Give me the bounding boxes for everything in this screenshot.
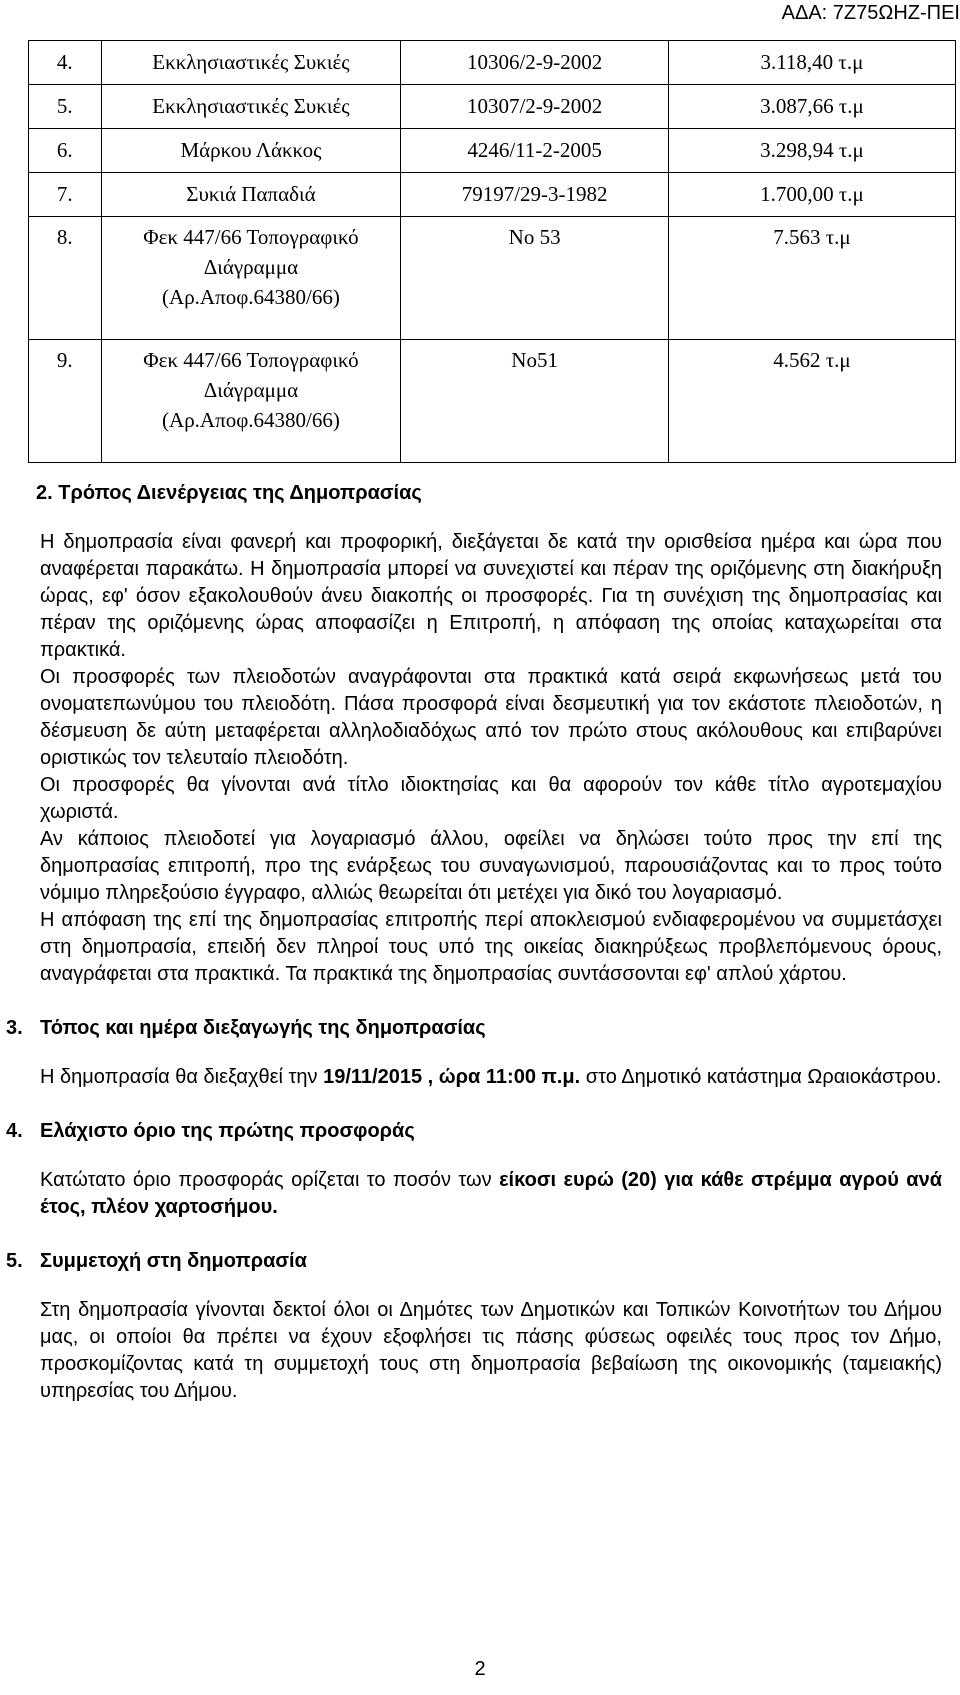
lot-contract: 10306/2-9-2002 bbox=[401, 41, 668, 85]
lot-place-line: Φεκ 447/66 Τοπογραφικό bbox=[143, 348, 359, 372]
lot-place-line: Φεκ 447/66 Τοπογραφικό bbox=[143, 225, 359, 249]
minimum-bid: είκοσι ευρώ (20) για κάθε στρέμμα αγρού ανά έτος, πλέον χαρτοσήμου. bbox=[40, 1169, 942, 1218]
lot-contract: 79197/29-3-1982 bbox=[401, 173, 668, 217]
section-5-title bbox=[6, 1248, 942, 1275]
table-row bbox=[29, 217, 956, 340]
lot-number: 5. bbox=[29, 85, 102, 129]
lot-number: 9. bbox=[29, 340, 102, 463]
lot-place-line: (Αρ.Αποφ.64380/66) bbox=[162, 408, 340, 432]
lot-contract: 4246/11-2-2005 bbox=[401, 129, 668, 173]
text-run: Κατώτατο όριο προσφοράς ορίζεται το ποσόν των bbox=[40, 1169, 500, 1191]
lot-contract: Νο51 bbox=[401, 340, 668, 463]
table-row bbox=[29, 129, 956, 173]
lot-number: 7. bbox=[29, 173, 102, 217]
section-5-paragraph: Στη δημοπρασία γίνονται δεκτοί όλοι οι Δημότες των Δημοτικών και Τοπικών Κοινοτήτων του Δήμου μας, οι οποίοι θα πρέπει να έχουν εξοφλήσει τις πάσης φύσεως οφειλές τους προς τον Δήμο, προσκομίζοντας κατά τη συμμετοχή τους στη δημοπρασία βεβαίωση της οικονομικής (ταμειακής) υπηρεσίας του Δήμου. bbox=[40, 1299, 942, 1402]
table-row bbox=[29, 173, 956, 217]
text-run: Η δημοπρασία θα διεξαχθεί την bbox=[40, 1066, 324, 1088]
lot-area: 1.700,00 τ.μ bbox=[668, 173, 955, 217]
section-number: 3. bbox=[6, 1017, 23, 1039]
section-2-paragraph: Η δημοπρασία είναι φανερή και προφορική, διεξάγεται δε κατά την ορισθείσα ημέρα και ώρα που αναφέρεται παρακάτω. Η δημοπρασία μπορεί να συνεχιστεί και πέραν της οριζόμενης στη διακήρυξη ώρας, εφ' όσον εξακολουθούν άνευ διακοπής οι προσφορές. Για τη συνέχιση της δημοπρασίας και πέραν της οριζόμενης ώρας αποφασίζει η Επιτροπή, η απόφαση της οποίας καταχωρείται στα πρακτικά. bbox=[40, 531, 942, 661]
document-body bbox=[6, 480, 942, 1405]
lot-place bbox=[101, 340, 401, 463]
lot-place-line: (Αρ.Αποφ.64380/66) bbox=[162, 285, 340, 309]
section-title-text: Ελάχιστο όριο της πρώτης προσφοράς bbox=[40, 1120, 415, 1142]
lot-number: 6. bbox=[29, 129, 102, 173]
lot-area: 4.562 τ.μ bbox=[668, 340, 955, 463]
auction-datetime: 19/11/2015 , ώρα 11:00 π.μ. bbox=[323, 1066, 581, 1088]
section-4-paragraph bbox=[40, 1167, 942, 1221]
lot-area: 3.298,94 τ.μ bbox=[668, 129, 955, 173]
lot-number: 4. bbox=[29, 41, 102, 85]
section-2-paragraph: Η απόφαση της επί της δημοπρασίας επιτροπής περί αποκλεισμού ενδιαφερομένου να συμμετάσχει στη δημοπρασία, επειδή δεν πληροί τους υπό της οικείας διακηρύξεως προβλεπόμενους όρους, αναγράφεται στα πρακτικά. Τα πρακτικά της δημοπρασίας συντάσσονται εφ' απλού χάρτου. bbox=[40, 909, 942, 985]
lot-contract: 10307/2-9-2002 bbox=[401, 85, 668, 129]
table-row bbox=[29, 340, 956, 463]
section-number: 4. bbox=[6, 1120, 23, 1142]
lot-area: 3.118,40 τ.μ bbox=[668, 41, 955, 85]
section-3-title bbox=[6, 1015, 942, 1042]
section-4-title bbox=[6, 1118, 942, 1145]
lot-place-line: Διάγραμμα bbox=[203, 255, 299, 279]
ada-code: ΑΔΑ: 7Ζ75ΩΗΖ-ΠΕΙ bbox=[781, 2, 960, 24]
section-title-text: Συμμετοχή στη δημοπρασία bbox=[40, 1250, 307, 1272]
lot-place: Μάρκου Λάκκος bbox=[101, 129, 401, 173]
lot-contract: Νο 53 bbox=[401, 217, 668, 340]
lot-number: 8. bbox=[29, 217, 102, 340]
lots-table bbox=[28, 40, 956, 463]
text-run: στο Δημοτικό κατάστημα Ωραιοκάστρου. bbox=[580, 1066, 942, 1088]
section-2-paragraph: Οι προσφορές των πλειοδοτών αναγράφονται στα πρακτικά κατά σειρά εκφωνήσεως μετά του ονοματεπωνύμου του πλειοδότη. Πάσα προσφορά είναι δεσμευτική για τον εκάστοτε πλειοδοτών, η δέσμευση δε αύτη μεταφέρεται αλληλοδιαδόχως από τον πρώτο στους ακόλουθους και επιβαρύνει οριστικώς τον τελευταίο πλειοδότη. bbox=[40, 666, 942, 769]
section-2-title: 2. Τρόπος Διενέργειας της Δημοπρασίας bbox=[36, 482, 422, 504]
lot-place: Συκιά Παπαδιά bbox=[101, 173, 401, 217]
lot-place-line: Διάγραμμα bbox=[203, 378, 299, 402]
section-3-paragraph bbox=[40, 1064, 942, 1091]
section-number: 5. bbox=[6, 1250, 23, 1272]
section-title-text: Τόπος και ημέρα διεξαγωγής της δημοπρασίας bbox=[40, 1017, 486, 1039]
lot-area: 7.563 τ.μ bbox=[668, 217, 955, 340]
table-row bbox=[29, 85, 956, 129]
lot-place bbox=[101, 217, 401, 340]
lot-place: Εκκλησιαστικές Συκιές bbox=[101, 85, 401, 129]
table-row bbox=[29, 41, 956, 85]
section-2-paragraph: Οι προσφορές θα γίνονται ανά τίτλο ιδιοκτησίας και θα αφορούν τον κάθε τίτλο αγροτεμαχίου χωριστά. bbox=[40, 774, 942, 823]
page-number: 2 bbox=[474, 1658, 486, 1680]
lot-place: Εκκλησιαστικές Συκιές bbox=[101, 41, 401, 85]
lot-area: 3.087,66 τ.μ bbox=[668, 85, 955, 129]
section-2-paragraph: Αν κάποιος πλειοδοτεί για λογαριασμό άλλου, οφείλει να δηλώσει τούτο προς την επί της δημοπρασίας επιτροπή, προ της ενάρξεως του συναγωνισμού, παρουσιάζοντας και το προς τούτο νόμιμο πληρεξούσιο έγγραφο, αλλιώς θεωρείται ότι μετέχει για δικό του λογαριασμό. bbox=[40, 828, 942, 904]
